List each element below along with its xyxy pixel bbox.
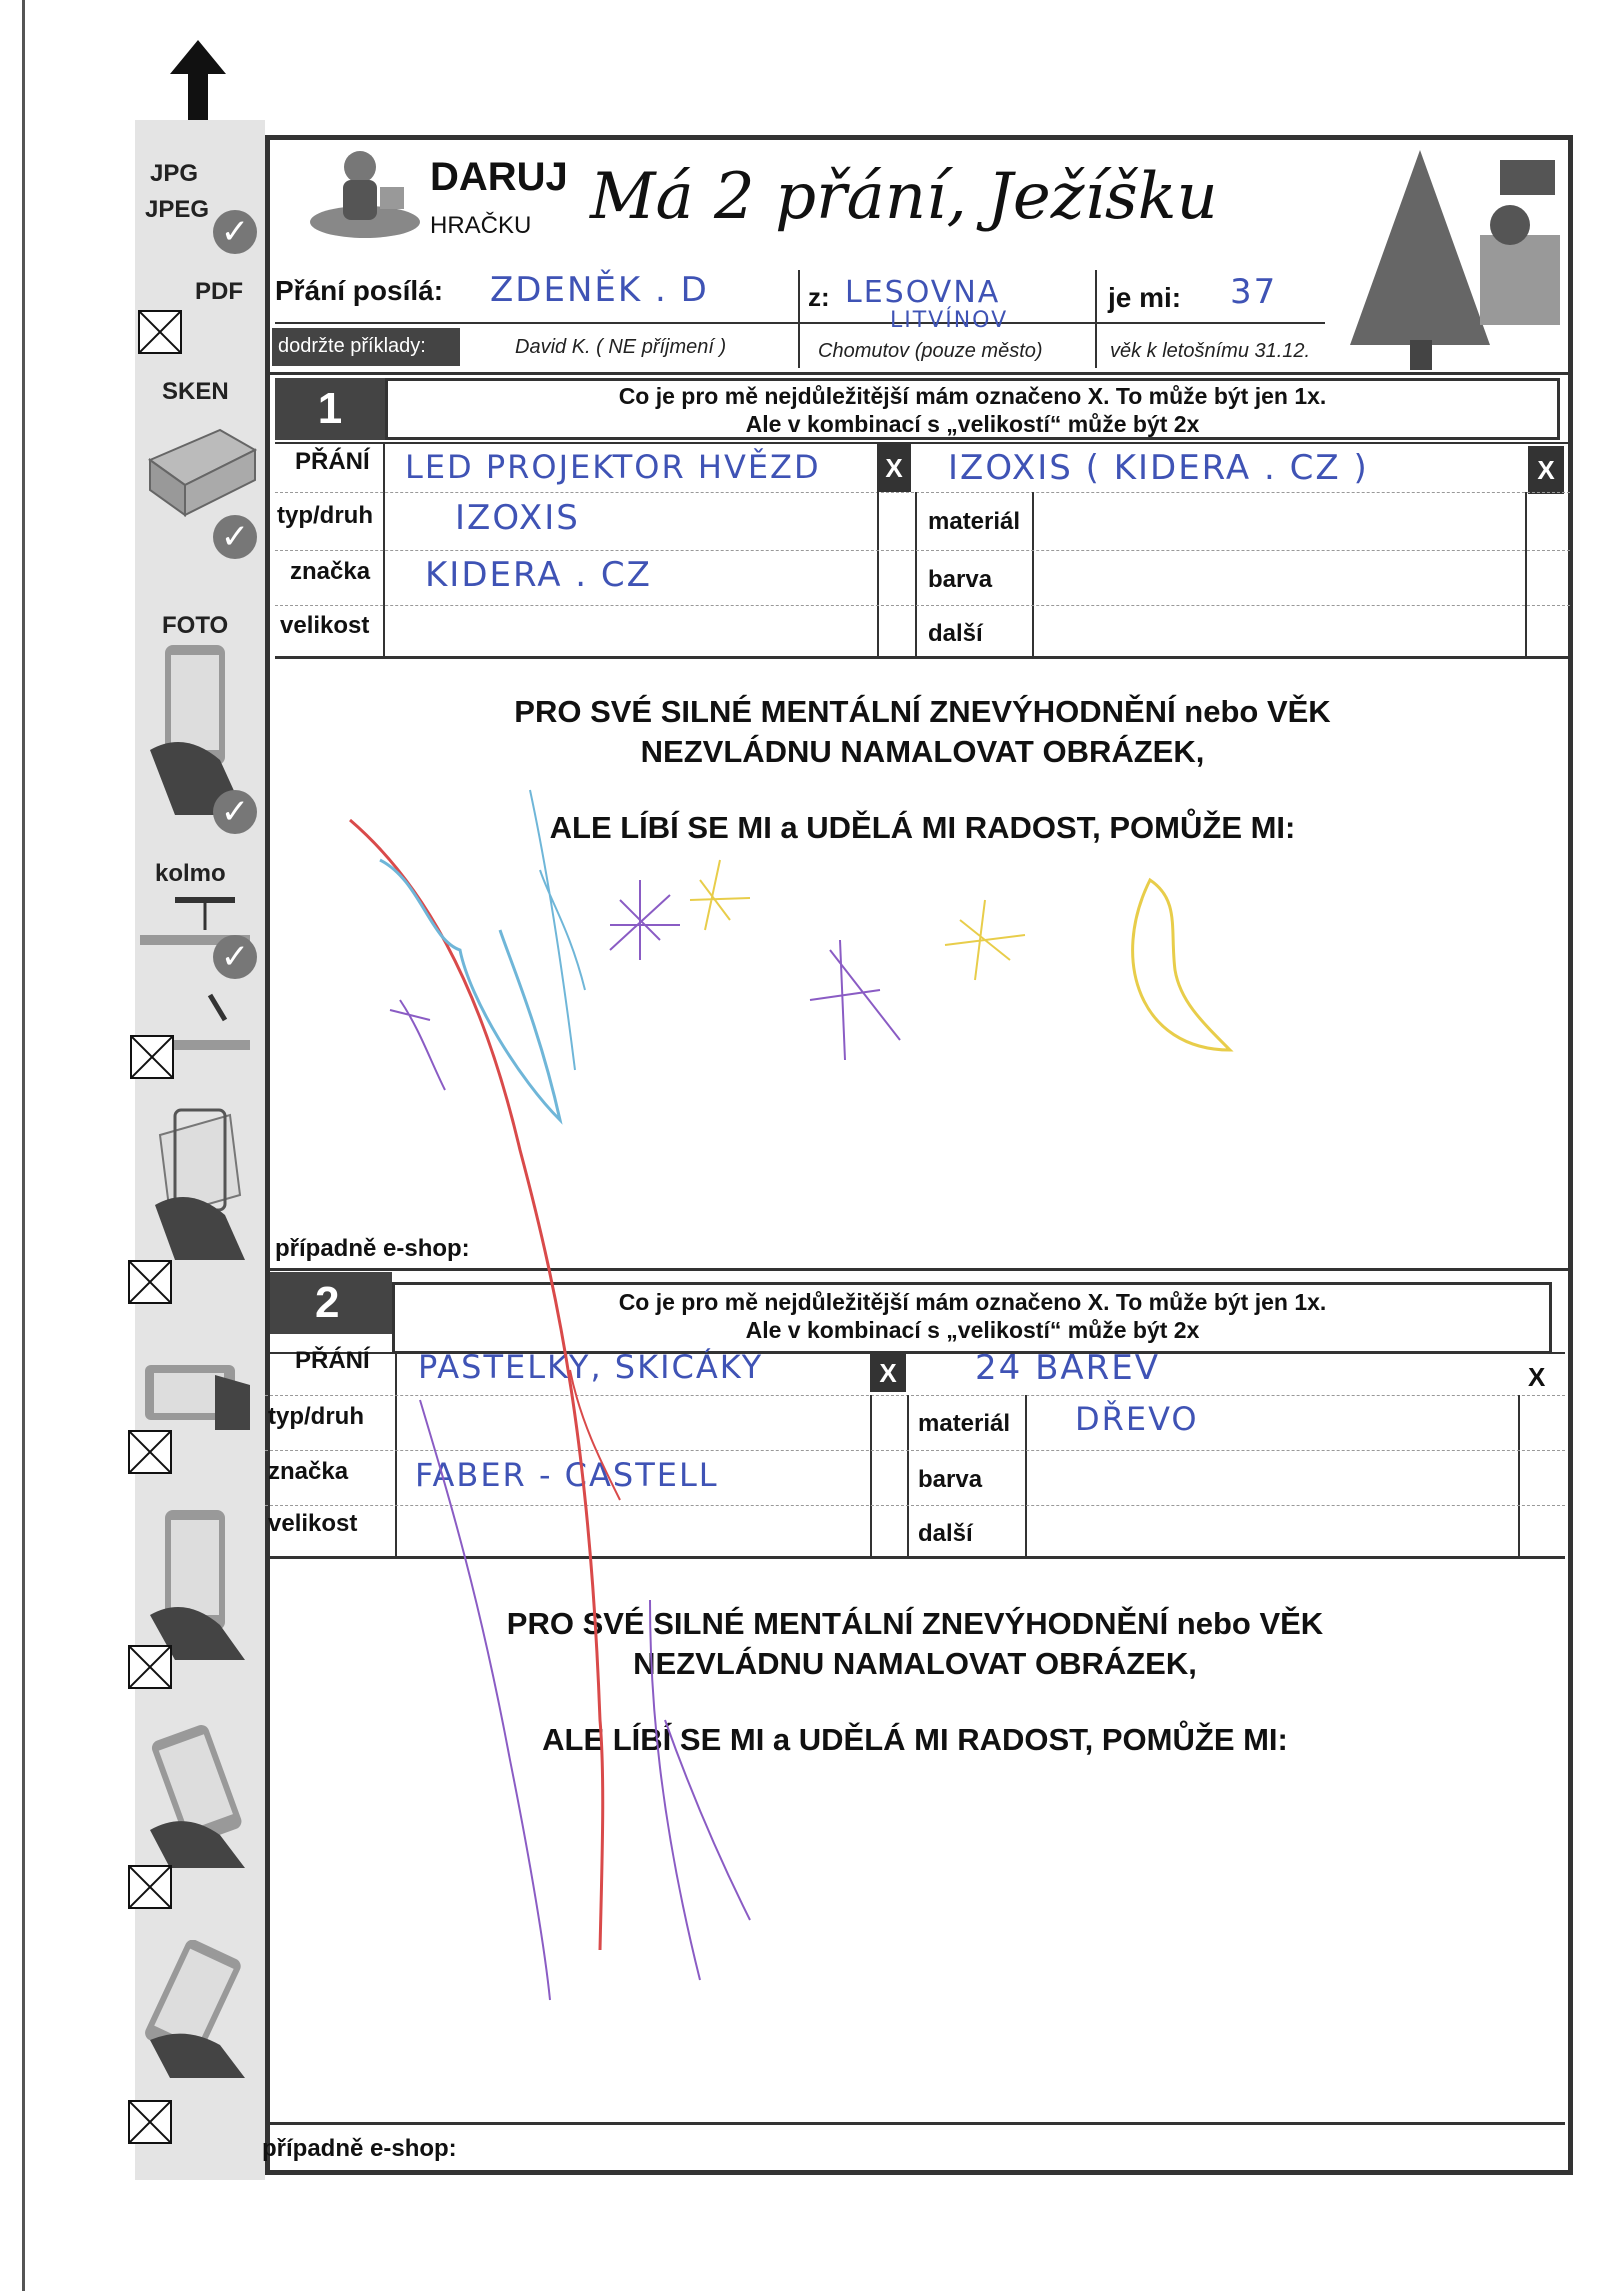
example-age: věk k letošnímu 31.12. <box>1110 340 1311 362</box>
divider <box>395 1352 397 1557</box>
sender-value: ZDENĚK . D <box>490 270 709 310</box>
divider <box>275 322 1325 324</box>
christmas-tree-icon <box>1350 145 1565 375</box>
divider <box>270 1268 1570 1271</box>
page-title: Má 2 přání, Ježíšku <box>590 160 1218 234</box>
check-icon: ✓ <box>213 790 257 834</box>
example-city: Chomutov (pouze město) <box>818 340 1043 362</box>
cross-box-icon <box>128 1430 172 1474</box>
wish-number: 2 <box>270 1272 392 1334</box>
examples-bar <box>272 328 460 366</box>
phone-rotated-icon <box>140 1940 255 2080</box>
brand-label: značka <box>290 558 371 585</box>
sidebar-jpg-label: JPG <box>150 160 199 187</box>
phone-landscape-icon <box>140 1355 255 1435</box>
from-value-2: LITVÍNOV <box>890 308 1009 333</box>
sidebar-pdf-label: PDF <box>195 278 243 305</box>
wish-value: LED PROJEKTOR HVĚZD <box>405 448 821 486</box>
wish-value-right: IZOXIS ( KIDERA . CZ ) <box>948 448 1369 488</box>
drawing-text-line1: PRO SVÉ SILNÉ MENTÁLNÍ ZNEVÝHODNĚNÍ nebo VĚK <box>514 694 1331 729</box>
drawing-text-line2: NEZVLÁDNU NAMALOVAT OBRÁZEK, <box>633 1646 1197 1681</box>
row-divider <box>275 605 1570 606</box>
size-label: velikost <box>280 612 370 639</box>
sidebar-sken-label: SKEN <box>162 378 229 405</box>
divider <box>1518 1395 1520 1557</box>
divider <box>1095 270 1097 368</box>
sidebar-kolmo-label: kolmo <box>155 860 226 887</box>
sender-label: Přání posílá: <box>275 275 444 306</box>
from-value-1: LESOVNA <box>845 275 1001 310</box>
age-label: je mi: <box>1108 282 1182 313</box>
phone-hand-icon <box>145 1505 255 1665</box>
material-label: materiál <box>918 1410 1011 1437</box>
cross-box-icon <box>128 1865 172 1909</box>
wish-number: 1 <box>275 378 385 440</box>
example-name: David K. ( NE příjmení ) <box>515 336 727 358</box>
divider <box>1525 492 1527 657</box>
divider <box>915 492 917 657</box>
wish-note-line2: Ale v kombinací s „velikostí“ může být 2x <box>745 1317 1200 1343</box>
page-edge-line <box>22 0 25 2291</box>
sidebar-foto-label: FOTO <box>162 612 229 639</box>
material-label: materiál <box>928 508 1021 535</box>
divider <box>265 1556 1565 1559</box>
wish-note-line1: Co je pro mě nejdůležitější mám označeno X. To může být jen 1x. <box>618 1289 1327 1315</box>
divider <box>870 1395 872 1557</box>
eshop-label: případně e-shop: <box>262 2135 457 2162</box>
wish-label: PŘÁNÍ <box>295 1347 370 1374</box>
phone-tilted-icon <box>145 1105 255 1265</box>
type-value: IZOXIS <box>455 498 580 538</box>
santa-logo-icon <box>305 142 430 242</box>
wish-value: PASTELKY, SKICÁKY <box>418 1348 764 1386</box>
type-label: typ/druh <box>277 502 373 529</box>
cross-box-icon <box>128 1645 172 1689</box>
check-icon: ✓ <box>213 515 257 559</box>
wish-note-line2: Ale v kombinací s „velikostí“ může být 2x <box>745 411 1200 437</box>
drawing-text-line3: ALE LÍBÍ SE MI a UDĚLÁ MI RADOST, POMŮŽE MI: <box>549 810 1296 845</box>
size-label: velikost <box>268 1510 358 1537</box>
form-frame <box>265 135 1573 2175</box>
brand-value: FABER - CASTELL <box>415 1456 719 1494</box>
divider <box>275 442 1570 444</box>
brand-value: KIDERA . CZ <box>425 555 652 595</box>
wish-note-line1: Co je pro mě nejdůležitější mám označeno X. To může být jen 1x. <box>618 383 1327 409</box>
brand-label: značka <box>268 1458 349 1485</box>
drawing-text-line2: NEZVLÁDNU NAMALOVAT OBRÁZEK, <box>640 734 1205 769</box>
row-divider <box>275 492 1570 493</box>
cross-box-icon <box>130 1035 174 1079</box>
wish-x-mark: X <box>870 1354 906 1392</box>
wish-x-mark-right: X <box>1528 1362 1546 1392</box>
from-label: z: <box>808 282 830 312</box>
divider <box>275 656 1570 659</box>
check-icon: ✓ <box>213 935 257 979</box>
brand-top: DARUJ <box>430 155 568 199</box>
type-label: typ/druh <box>268 1403 364 1430</box>
divider <box>907 1395 909 1557</box>
divider <box>1032 492 1034 657</box>
cross-box-icon <box>138 310 182 354</box>
cross-box-icon <box>128 2100 172 2144</box>
row-divider <box>265 1450 1565 1451</box>
check-icon: ✓ <box>213 210 257 254</box>
row-divider <box>265 1395 1565 1396</box>
phone-rotated-icon <box>140 1720 255 1870</box>
eshop-label: případně e-shop: <box>275 1235 470 1262</box>
wish-x-mark-right: X <box>1528 446 1564 494</box>
sidebar-jpeg-label: JPEG <box>145 196 210 223</box>
cross-box-icon <box>128 1260 172 1304</box>
divider <box>798 270 800 368</box>
divider <box>265 2122 1565 2125</box>
drawing-text-line3: ALE LÍBÍ SE MI a UDĚLÁ MI RADOST, POMŮŽE MI: <box>542 1722 1288 1757</box>
wish-label: PŘÁNÍ <box>295 448 370 475</box>
color-label: barva <box>918 1466 983 1493</box>
color-label: barva <box>928 566 993 593</box>
age-value: 37 <box>1230 272 1278 312</box>
examples-label: dodržte příklady: <box>278 335 426 357</box>
row-divider <box>275 550 1570 551</box>
row-divider <box>265 1505 1565 1506</box>
material-value: DŘEVO <box>1075 1400 1199 1438</box>
divider <box>270 372 1570 375</box>
brand-bottom: HRAČKU <box>430 212 532 239</box>
divider <box>1025 1395 1027 1557</box>
divider <box>877 492 879 657</box>
wish-x-mark: X <box>877 444 911 492</box>
wish-value-right: 24 BAREV <box>975 1348 1161 1388</box>
drawing-text-line1: PRO SVÉ SILNÉ MENTÁLNÍ ZNEVÝHODNĚNÍ nebo VĚK <box>506 1606 1324 1641</box>
other-label: další <box>918 1520 973 1547</box>
scanner-icon <box>140 410 260 520</box>
other-label: další <box>928 620 983 647</box>
